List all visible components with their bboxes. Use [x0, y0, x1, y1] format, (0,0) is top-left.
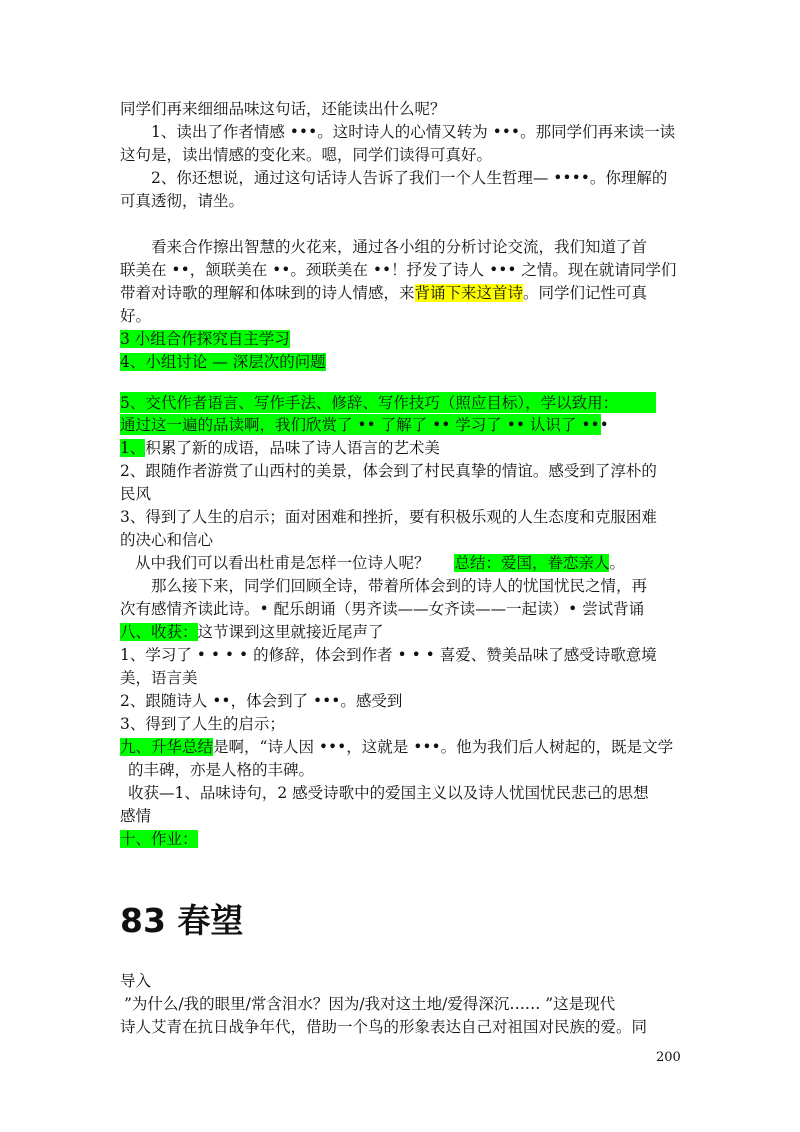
text-line: 看来合作擦出智慧的火花来，通过各小组的分析讨论交流，我们知道了首 [151, 238, 648, 256]
text-line [120, 437, 440, 459]
highlighted-text: 4、小组讨论 — 深层次的问题 [120, 353, 326, 371]
text-span: 这节课到这里就接近尾声了 [197, 623, 384, 641]
text-line: 1、读出了作者情感 •••。这时诗人的心情又转为 •••。那同学们再来读一读 [151, 123, 676, 141]
highlighted-text: 1、 [120, 439, 146, 457]
text-line: 2、你还想说，通过这句话诗人告诉了我们一个人生哲理— ••••。你理解的 [151, 169, 668, 187]
text-line: 2、跟随诗人 ••，体会到了 •••。感受到 [120, 692, 403, 710]
text-line: 3、得到了人生的启示； [120, 715, 285, 733]
section-heading [120, 328, 290, 350]
text-line: 1、学习了 • • • • 的修辞，体会到作者 • • • 喜爱、赞美品味了感受诗歌意境 [120, 646, 657, 664]
highlighted-text: 十、作业： [120, 830, 198, 848]
text-span: 。同学们记性可真 [523, 284, 648, 302]
text-span: 带着对诗歌的理解和体味到的诗人情感，来 [120, 284, 415, 302]
section-heading: 5、交代作者语言、写作手法、修辞、写作技巧（照应目标），学以致用： [120, 394, 619, 412]
page-number: 200 [656, 1050, 681, 1065]
text-line: 诗人艾青在抗日战争年代，借助一个鸟的形象表达自己对祖国对民族的爱。同 [120, 1018, 648, 1036]
text-line: 可真透彻，请坐。 [120, 192, 245, 210]
text-span: 从中我们可以看出杜甫是怎样一位诗人呢？ [135, 554, 430, 572]
text-line: 导入 [120, 972, 152, 990]
text-line: 联美在 ••，颔联美在 ••。颈联美在 ••！抒发了诗人 ••• 之情。现在就请同学们 [120, 261, 677, 279]
text-span: 。 [609, 554, 625, 572]
highlighted-text: 背诵下来这首诗 [414, 284, 524, 302]
highlighted-text: 总结：爱国，眷恋亲人 [454, 554, 610, 572]
section-heading [120, 828, 198, 850]
text-line: 感情 [120, 807, 152, 825]
highlighted-text: 九、升华总结 [120, 738, 214, 756]
text-span: 是啊，“诗人因 •••，这就是 •••。他为我们后人树起的，既是文学 [213, 738, 674, 756]
section-heading [120, 351, 326, 373]
text-span: 积累了新的成语，品味了诗人语言的艺术美 [145, 439, 440, 457]
highlighted-text: 3 小组合作探究自主学习 [120, 330, 290, 348]
text-line: 这句是，读出情感的变化来。嗯，同学们读得可真好。 [120, 146, 493, 164]
text-line: 美，语言美 [120, 669, 198, 687]
text-line: 的决心和信心 [120, 531, 214, 549]
text-line: 3、得到了人生的启示；面对困难和挫折，要有积极乐观的人生态度和克服困难 [120, 508, 657, 526]
text-line: 好。 [120, 307, 152, 325]
text-line: 次有感情齐读此诗。• 配乐朗诵（男齐读——女齐读——一起读）• 尝试背诵 [120, 600, 645, 618]
text-line: 民风 [120, 485, 152, 503]
section-heading [120, 621, 384, 643]
text-line: 收获—1、品味诗句，2 感受诗歌中的爱国主义以及诗人忧国忧民悲己的思想 [128, 784, 649, 802]
section-heading [120, 736, 673, 758]
text-line [135, 552, 625, 574]
lesson-title: 83 春望 [120, 901, 244, 940]
text-line [120, 282, 647, 304]
highlighted-text: 八、收获： [120, 623, 198, 641]
text-line: 的丰碑，亦是人格的丰碑。 [128, 761, 315, 779]
text-line: 同学们再来细细品味这句话，还能读出什么呢？ [120, 100, 446, 118]
text-line: 那么接下来，同学们回顾全诗，带着所体会到的诗人的忧国忧民之情，再 [151, 577, 648, 595]
text-line: 2、跟随作者游赏了山西村的美景，体会到了村民真挚的情谊。感受到了淳朴的 [120, 462, 657, 480]
text-line: 通过这一遍的品读啊，我们欣赏了 •• 了解了 •• 学习了 •• 认识了 ••• [120, 416, 609, 434]
text-line: ”为什么/我的眼里/常含泪水？因为/我对这土地/爱得深沉…… ”这是现代 [124, 995, 616, 1013]
